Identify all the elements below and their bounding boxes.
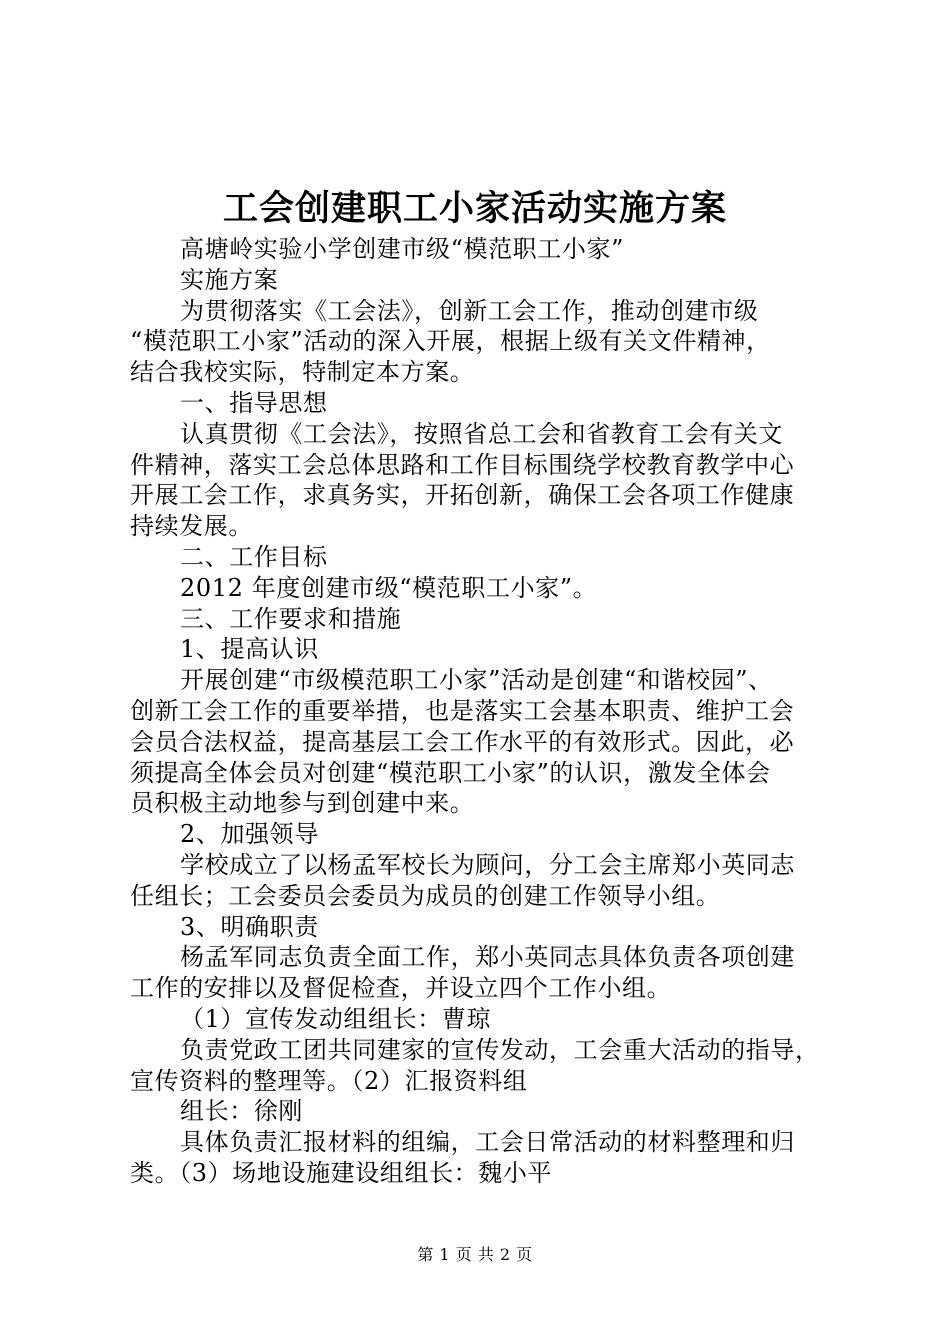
text-line: 为贯彻落实《工会法》，创新工会工作，推动创建市级 xyxy=(180,296,759,325)
text-line: 开展工会工作，求真务实，开拓创新，确保工会各项工作健康 xyxy=(130,481,795,510)
document-title: 工会创建职工小家活动实施方案 xyxy=(222,188,727,229)
text-line: 1、提高认识 xyxy=(180,635,319,664)
text-line: 持续发展。 xyxy=(130,512,253,541)
text-line: 任组长；工会委员会委员为成员的创建工作领导小组。 xyxy=(130,881,721,910)
text-line: 员积极主动地参与到创建中来。 xyxy=(130,789,475,818)
text-line: 会员合法权益，提高基层工会工作水平的有效形式。因此，必 xyxy=(130,727,795,756)
text-line: 2012 年度创建市级“模范职工小家”。 xyxy=(180,573,598,602)
text-line: 结合我校实际，特制定本方案。 xyxy=(130,358,475,387)
text-line: 学校成立了以杨孟军校长为顾问，分工会主席郑小英同志 xyxy=(180,850,795,879)
text-line: 负责党政工团共同建家的宣传发动，工会重大活动的指导， xyxy=(180,1035,820,1064)
text-line: 2、加强领导 xyxy=(180,820,319,849)
text-line: 工作的安排以及督促检查，并设立四个工作小组。 xyxy=(130,974,672,1003)
text-line: 件精神，落实工会总体思路和工作目标围绕学校教育教学中心 xyxy=(130,450,795,479)
text-line: 宣传资料的整理等。（2）汇报资料组 xyxy=(130,1066,528,1095)
text-line: 实施方案 xyxy=(180,265,279,294)
text-line: 二、工作目标 xyxy=(180,542,328,571)
page-footer: 第 1 页 共 2 页 xyxy=(417,1245,533,1264)
text-line: “模范职工小家”活动的深入开展，根据上级有关文件精神， xyxy=(130,327,771,356)
text-line: 认真贯彻《工会法》，按照省总工会和省教育工会有关文 xyxy=(180,419,783,448)
text-line: 类。（3）场地设施建设组组长：魏小平 xyxy=(130,1158,553,1187)
text-line: （1）宣传发动组组长：曹琼 xyxy=(180,1004,492,1033)
text-line: 3、明确职责 xyxy=(180,912,319,941)
text-line: 须提高全体会员对创建“模范职工小家”的认识，激发全体会 xyxy=(130,758,771,787)
text-line: 组长：徐刚 xyxy=(180,1097,303,1126)
text-line: 具体负责汇报材料的组编，工会日常活动的材料整理和归 xyxy=(180,1128,795,1157)
text-line: 一、指导思想 xyxy=(180,388,328,417)
text-line: 三、工作要求和措施 xyxy=(180,604,402,633)
document-body xyxy=(130,234,850,1189)
text-line: 杨孟军同志负责全面工作，郑小英同志具体负责各项创建 xyxy=(180,943,795,972)
text-line: 创新工会工作的重要举措，也是落实工会基本职责、维护工会 xyxy=(130,696,795,725)
text-line: 高塘岭实验小学创建市级“模范职工小家” xyxy=(180,235,624,263)
text-line: 开展创建“市级模范职工小家”活动是创建“和谐校园”、 xyxy=(180,666,773,695)
